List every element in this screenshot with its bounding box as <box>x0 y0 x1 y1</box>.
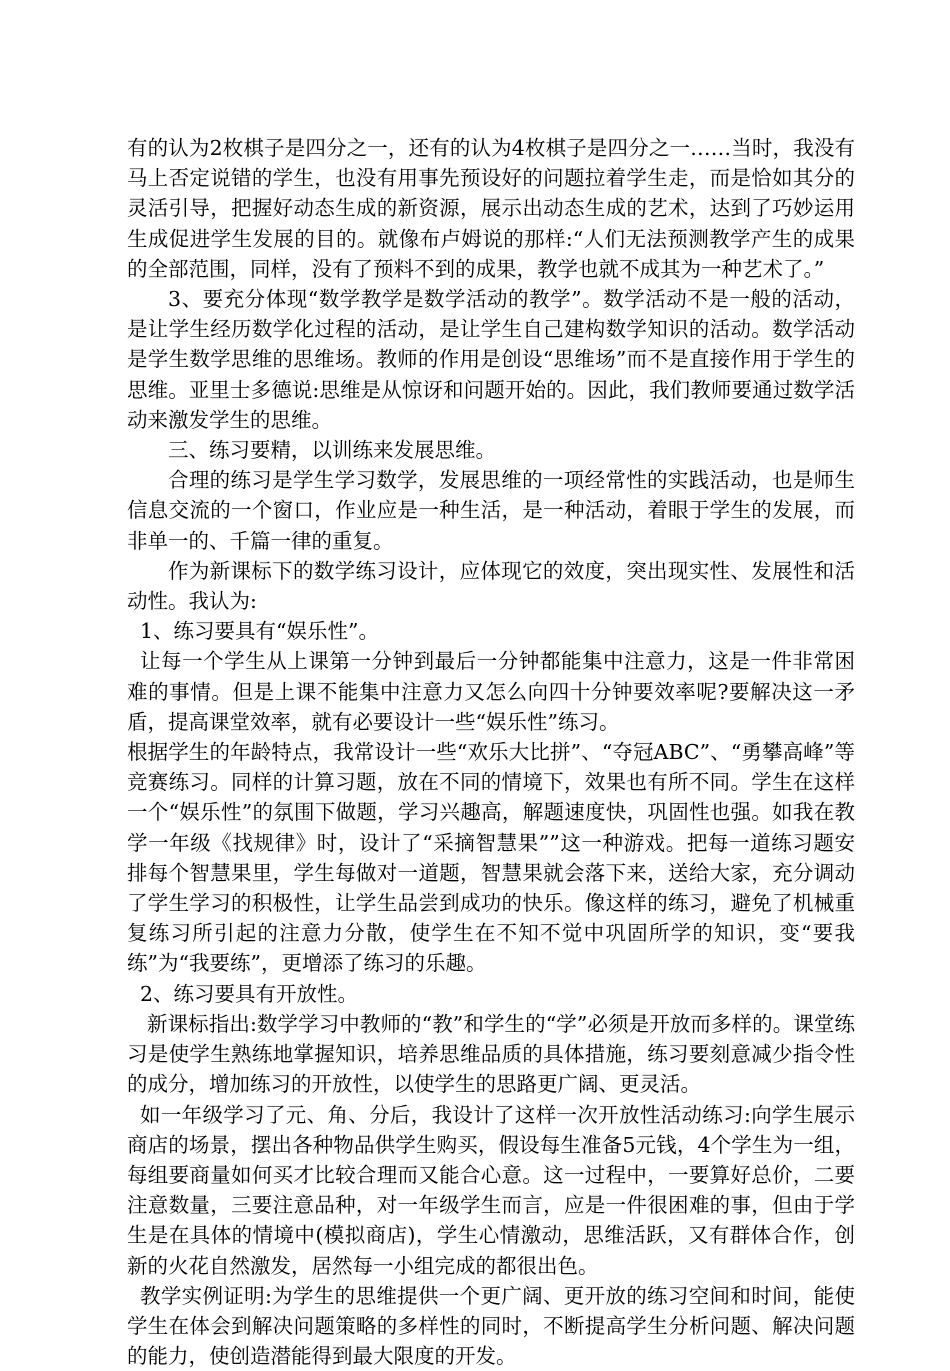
paragraph: 作为新课标下的数学练习设计，应体现它的效度，突出现实性、发展性和活动性。我认为: <box>127 558 855 614</box>
paragraph: 合理的练习是学生学习数学，发展思维的一项经常性的实践活动，也是师生信息交流的一个窗口，作业应是一种生活，是一种活动，着眼于学生的发展，而非单一的、千篇一律的重复。 <box>127 468 855 553</box>
paragraph: 有的认为2枚棋子是四分之一，还有的认为4枚棋子是四分之一……当时，我没有马上否定说错的学生，也没有用事先预设好的问题拉着学生走，而是恰如其分的灵活引导，把握好动态生成的新资源，展示出动态生成的艺术，达到了巧妙运用生成促进学生发展的目的。就像布卢姆说的那样:“人们无法预测教学产生的成果的全部范围，同样，没有了预料不到的成果，教学也就不成其为一种艺术了。” <box>127 136 855 281</box>
paragraph: 3、要充分体现“数学教学是数学活动的教学”。数学活动不是一般的活动，是让学生经历数学化过程的活动，是让学生自己建构数学知识的活动。数学活动是学生数学思维的思维场。教师的作用是创设“思维场”而不是直接作用于学生的思维。亚里士多德说:思维是从惊讶和问题开始的。因此，我们教师要通过数学活动来激发学生的思维。 <box>127 287 855 432</box>
paragraph: 新课标指出:数学学习中教师的“教”和学生的“学”必须是开放而多样的。课堂练习是使学生熟练地掌握知识，培养思维品质的具体措施，练习要刻意减少指令性的成分，增加练习的开放性，以使学生的思路更广阔、更灵活。 <box>127 1011 855 1097</box>
subsection-heading: 2、练习要具有开放性。 <box>140 981 359 1006</box>
paragraph: 教学实例证明:为学生的思维提供一个更广阔、更开放的练习空间和时间，能使学生在体会到解决问题策略的多样性的同时，不断提高学生分析问题、解决问题的能力，使创造潜能得到最大限度的开发。 <box>127 1283 855 1369</box>
subsection-heading: 1、练习要具有“娱乐性”。 <box>140 619 380 644</box>
paragraph: 如一年级学习了元、角、分后，我设计了这样一次开放性活动练习:向学生展示商店的场景，摆出各种物品供学生购买，假设每生准备5元钱，4个学生为一组，每组要商量如何买才比较合理而又能合心意。这一过程中，一要算好总价，二要注意数量，三要注意品种，对一年级学生而言，应是一件很困难的事，但由于学生是在具体的情境中(模拟商店)，学生心情激动，思维活跃，又有群体合作，创新的火花自然激发，居然每一小组完成的都很出色。 <box>127 1102 855 1278</box>
paragraph: 根据学生的年龄特点，我常设计一些“欢乐大比拼”、“夺冠ABC”、“勇攀高峰”等竞赛练习。同样的计算习题，放在不同的情境下，效果也有所不同。学生在这样一个“娱乐性”的氛围下做题，学习兴趣高，解题速度快，巩固性也强。如我在教学一年级《找规律》时，设计了“采摘智慧果””这一种游戏。把每一道练习题安排每个智慧果里，学生每做对一道题，智慧果就会落下来，送给大家，充分调动了学生学习的积极性，让学生品尝到成功的快乐。像这样的练习，避免了机械重复练习所引起的注意力分散，使学生在不知不觉中巩固所学的知识，变“要我练”为“我要练”，更增添了练习的乐趣。 <box>127 740 855 976</box>
paragraph: 让每一个学生从上课第一分钟到最后一分钟都能集中注意力，这是一件非常困难的事情。但是上课不能集中注意力又怎么向四十分钟要效率呢?要解决这一矛盾，提高课堂效率，就有必要设计一些“娱乐性”练习。 <box>127 649 855 734</box>
document-body <box>127 133 855 1371</box>
section-heading: 三、练习要精，以训练来发展思维。 <box>168 438 496 463</box>
